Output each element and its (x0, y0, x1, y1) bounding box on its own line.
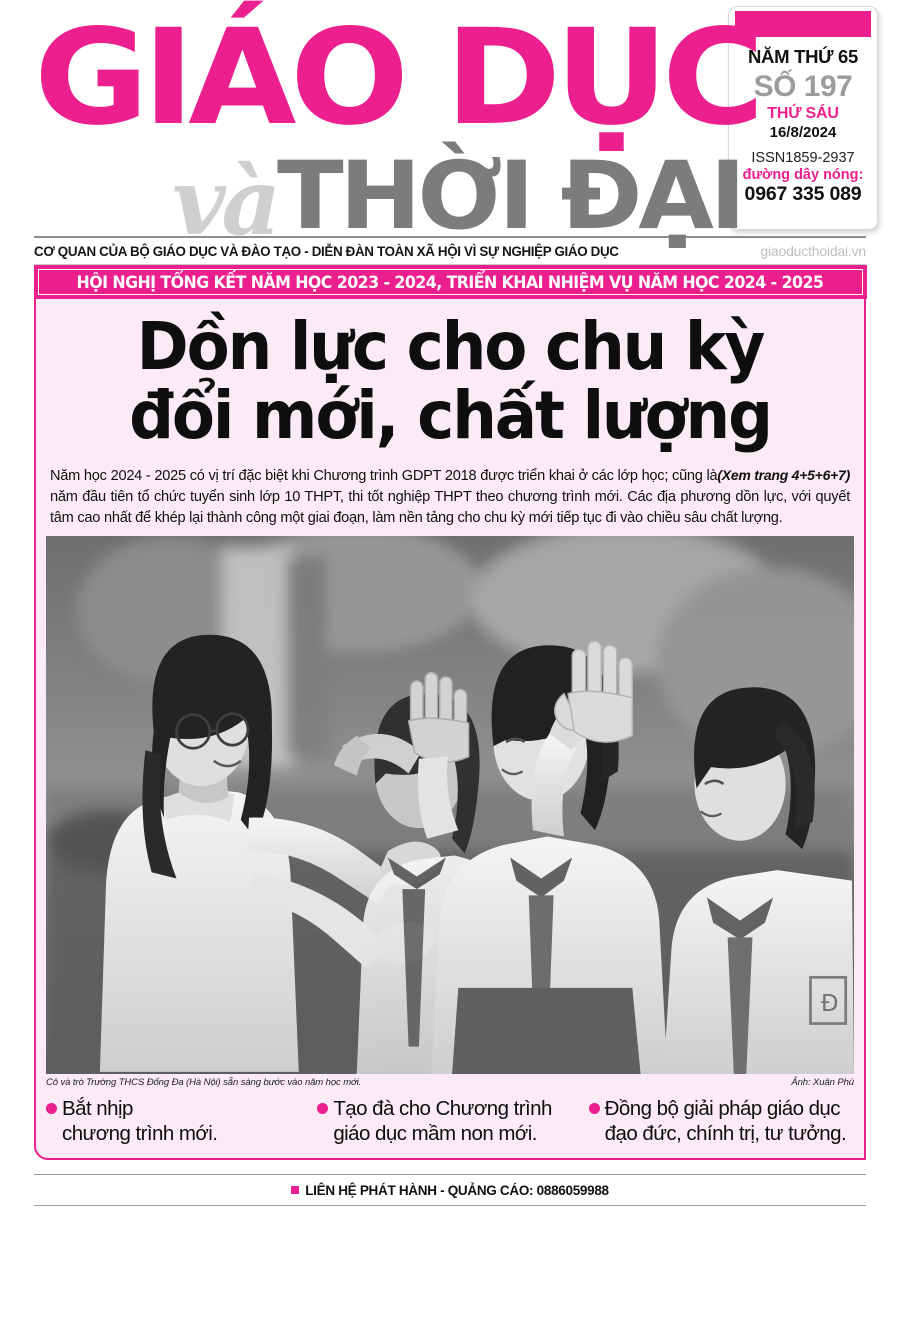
issue-hotline-label: đường dây nóng: (742, 167, 864, 183)
teaser-2-line-2: giáo dục mầm non mới. (333, 1122, 537, 1146)
lead-story-lede-paragraph (36, 456, 864, 534)
teaser-1-line-2: chương trình mới. (62, 1122, 218, 1146)
teaser-item-2[interactable] (317, 1096, 582, 1146)
headline-line-2: đổi mới, chất lượng (129, 376, 771, 454)
lead-story-headline[interactable] (57, 299, 844, 456)
issue-issn-label: ISSN1859-2937 (751, 150, 855, 166)
bullet-icon (46, 1103, 57, 1114)
masthead-tagline: CƠ QUAN CỦA BỘ GIÁO DỤC VÀ ĐÀO TẠO - DIỄN ĐÀN TOÀN XÃ HỘI VÌ SỰ NGHIỆP GIÁO DỤC (34, 243, 619, 259)
photo-caption-row (46, 1077, 854, 1088)
teaser-item-3[interactable] (589, 1096, 854, 1146)
footer-contact-text: LIÊN HỆ PHÁT HÀNH - QUẢNG CÁO: 0886059988 (305, 1182, 609, 1198)
bullet-icon (589, 1103, 600, 1114)
teaser-text-3 (605, 1096, 847, 1146)
website-url[interactable]: giaoducthoidai.vn (760, 243, 866, 259)
teaser-text-2 (333, 1096, 552, 1146)
headline-line-1: Dồn lực cho chu kỳ (136, 308, 764, 385)
issue-number-label: SỐ 197 (753, 70, 853, 103)
issue-weekday-label: THỨ SÁU (767, 105, 839, 122)
teaser-text-1 (62, 1096, 217, 1146)
logo-title-main: GIÁO DỤC (34, 1, 759, 155)
lead-story-photo-wrap (46, 536, 854, 1074)
logo-title-sub: THỜI ĐẠI (277, 142, 743, 251)
svg-text:Đ: Đ (820, 991, 839, 1018)
teaser-2-line-1: Tạo đà cho Chương trình (333, 1097, 552, 1121)
kicker-text: HỘI NGHỊ TỔNG KẾT NĂM HỌC 2023 - 2024, TRIỂN KHAI NHIỆM VỤ NĂM HỌC 2024 - 2025 (76, 272, 824, 292)
teaser-1-line-1: Bắt nhịp (62, 1097, 133, 1121)
logo-title-sub-wrap (172, 142, 743, 256)
teaser-3-line-1: Đồng bộ giải pháp giáo dục (604, 1097, 840, 1121)
square-bullet-icon (291, 1186, 299, 1194)
teaser-item-1[interactable] (46, 1096, 311, 1146)
issue-date-label: 16/8/2024 (769, 124, 837, 141)
teaser-3-line-2: đạo đức, chính trị, tư tưởng. (604, 1122, 847, 1146)
logo-va-script: và (172, 148, 278, 256)
teaser-list (36, 1088, 864, 1158)
lead-story-panel (34, 272, 866, 1160)
issue-year-label: NĂM THỨ 65 (748, 46, 858, 67)
lead-story-photo (46, 536, 854, 1074)
lead-story-page-reference[interactable]: (Xem trang 4+5+6+7) (717, 467, 850, 484)
bullet-icon (317, 1103, 328, 1114)
lead-story-kicker-banner (34, 265, 867, 299)
issue-hotline-number: 0967 335 089 (744, 183, 862, 205)
lede-text: Năm học 2024 - 2025 có vị trí đặc biệt khi Chương trình GDPT 2018 được triển khai ở các lớp học; cũng là năm đầu tiên tổ chức tuyển sinh lớp 10 THPT, thi tốt nghiệp THPT theo chương trình mới. Các địa phương dồn lực, với quyết tâm cao nhất để khép lại thành công một giai đoạn, làm nền tảng cho chu kỳ mới tiếp tục đi vào chiều sâu chất lượng. (50, 468, 850, 526)
photo-caption: Cô và trò Trường THCS Đống Đa (Hà Nội) sẵn sàng bước vào năm học mới. (46, 1077, 362, 1089)
kicker-inner-frame (38, 269, 863, 295)
photo-credit: Ảnh: Xuân Phú (791, 1077, 854, 1089)
footer-bar (34, 1174, 866, 1206)
